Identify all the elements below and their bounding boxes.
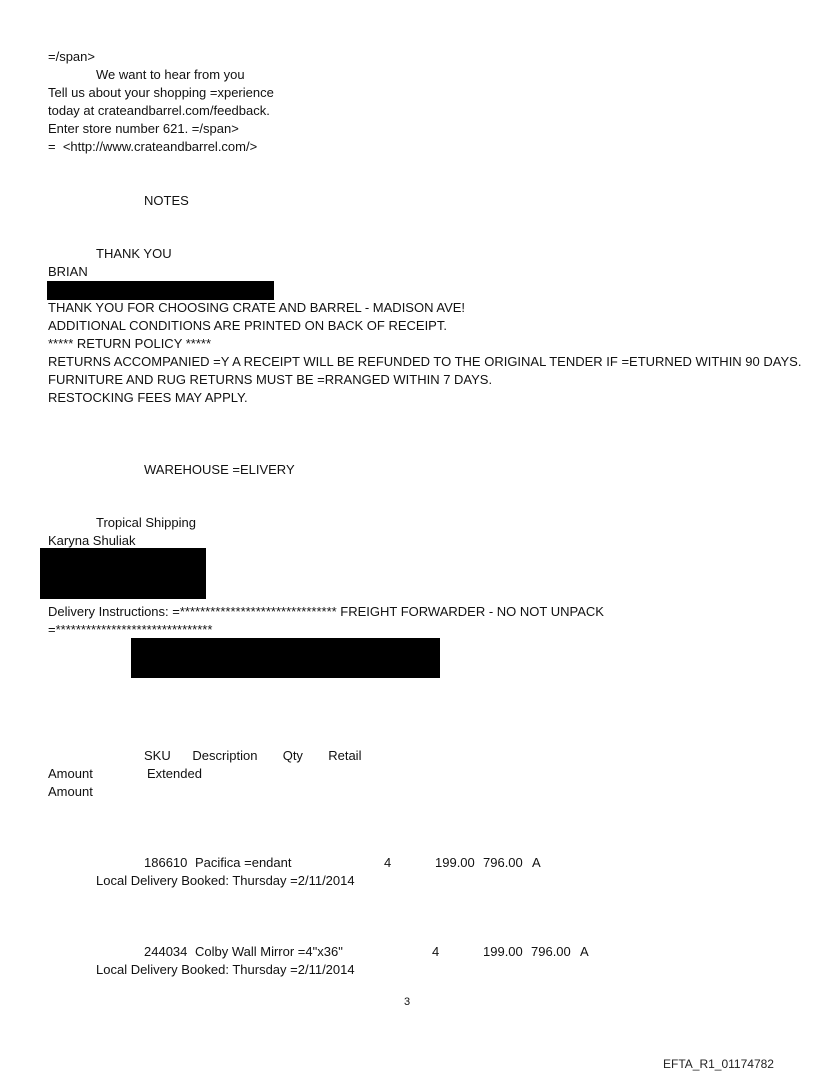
page-number: 3 [404, 996, 411, 1008]
item-delivery: Local Delivery Booked: Thursday =2/11/2014 [96, 873, 355, 888]
feedback-line-4: today at crateandbarrel.com/feedback. [48, 103, 270, 118]
delivery-instructions-line-1: Delivery Instructions: =******************************* FREIGHT FORWARDER - NO NOT UNPACK [48, 604, 604, 619]
item-description: Colby Wall Mirror =4"x36" [195, 944, 343, 959]
item-sku: 186610 [144, 855, 188, 870]
policy-line-1: THANK YOU FOR CHOOSING CRATE AND BARREL - MADISON AVE! [48, 300, 466, 315]
redaction-box [131, 638, 440, 678]
shipping-carrier: Tropical Shipping [96, 515, 196, 530]
feedback-line-6: = <http://www.crateandbarrel.com/> [48, 139, 258, 154]
item-description: Pacifica =endant [195, 855, 292, 870]
warehouse-heading: WAREHOUSE =ELIVERY [144, 462, 295, 477]
feedback-line-3: Tell us about your shopping =xperience [48, 85, 274, 100]
item-delivery: Local Delivery Booked: Thursday =2/11/2014 [96, 962, 355, 977]
shipping-recipient: Karyna Shuliak [48, 533, 136, 548]
item-retail: 199.00 [435, 855, 475, 870]
feedback-line-2: We want to hear from you [96, 67, 245, 82]
item-sku: 244034 [144, 944, 188, 959]
delivery-instructions-line-2: =******************************* [48, 622, 213, 637]
item-retail: 199.00 [483, 944, 523, 959]
feedback-line-1: =/span> [48, 49, 95, 64]
policy-line-3: ***** RETURN POLICY ***** [48, 336, 212, 351]
item-code: A [532, 855, 541, 870]
table-header-amount: Amount [48, 766, 93, 781]
thank-you-text: THANK YOU [96, 246, 172, 261]
feedback-line-5: Enter store number 621. =/span> [48, 121, 239, 136]
item-extended: 796.00 [531, 944, 571, 959]
policy-line-2: ADDITIONAL CONDITIONS ARE PRINTED ON BACK OF RECEIPT. [48, 318, 447, 333]
policy-line-6: RESTOCKING FEES MAY APPLY. [48, 390, 248, 405]
table-header-extended: Extended [147, 766, 202, 781]
policy-line-5: FURNITURE AND RUG RETURNS MUST BE =RRANGED WITHIN 7 DAYS. [48, 372, 493, 387]
redaction-box [40, 548, 206, 599]
policy-line-4: RETURNS ACCOMPANIED =Y A RECEIPT WILL BE REFUNDED TO THE ORIGINAL TENDER IF =ETURNED WITHIN 90 DAYS. [48, 354, 802, 369]
item-code: A [580, 944, 589, 959]
table-header-row: SKU Description Qty Retail [144, 748, 362, 763]
notes-heading: NOTES [144, 193, 189, 208]
redaction-box [47, 281, 274, 300]
item-extended: 796.00 [483, 855, 523, 870]
table-header-amount-2: Amount [48, 784, 93, 799]
bates-number: EFTA_R1_01174782 [663, 1057, 774, 1071]
item-qty: 4 [384, 855, 392, 870]
item-qty: 4 [432, 944, 440, 959]
associate-name: BRIAN [48, 264, 88, 279]
